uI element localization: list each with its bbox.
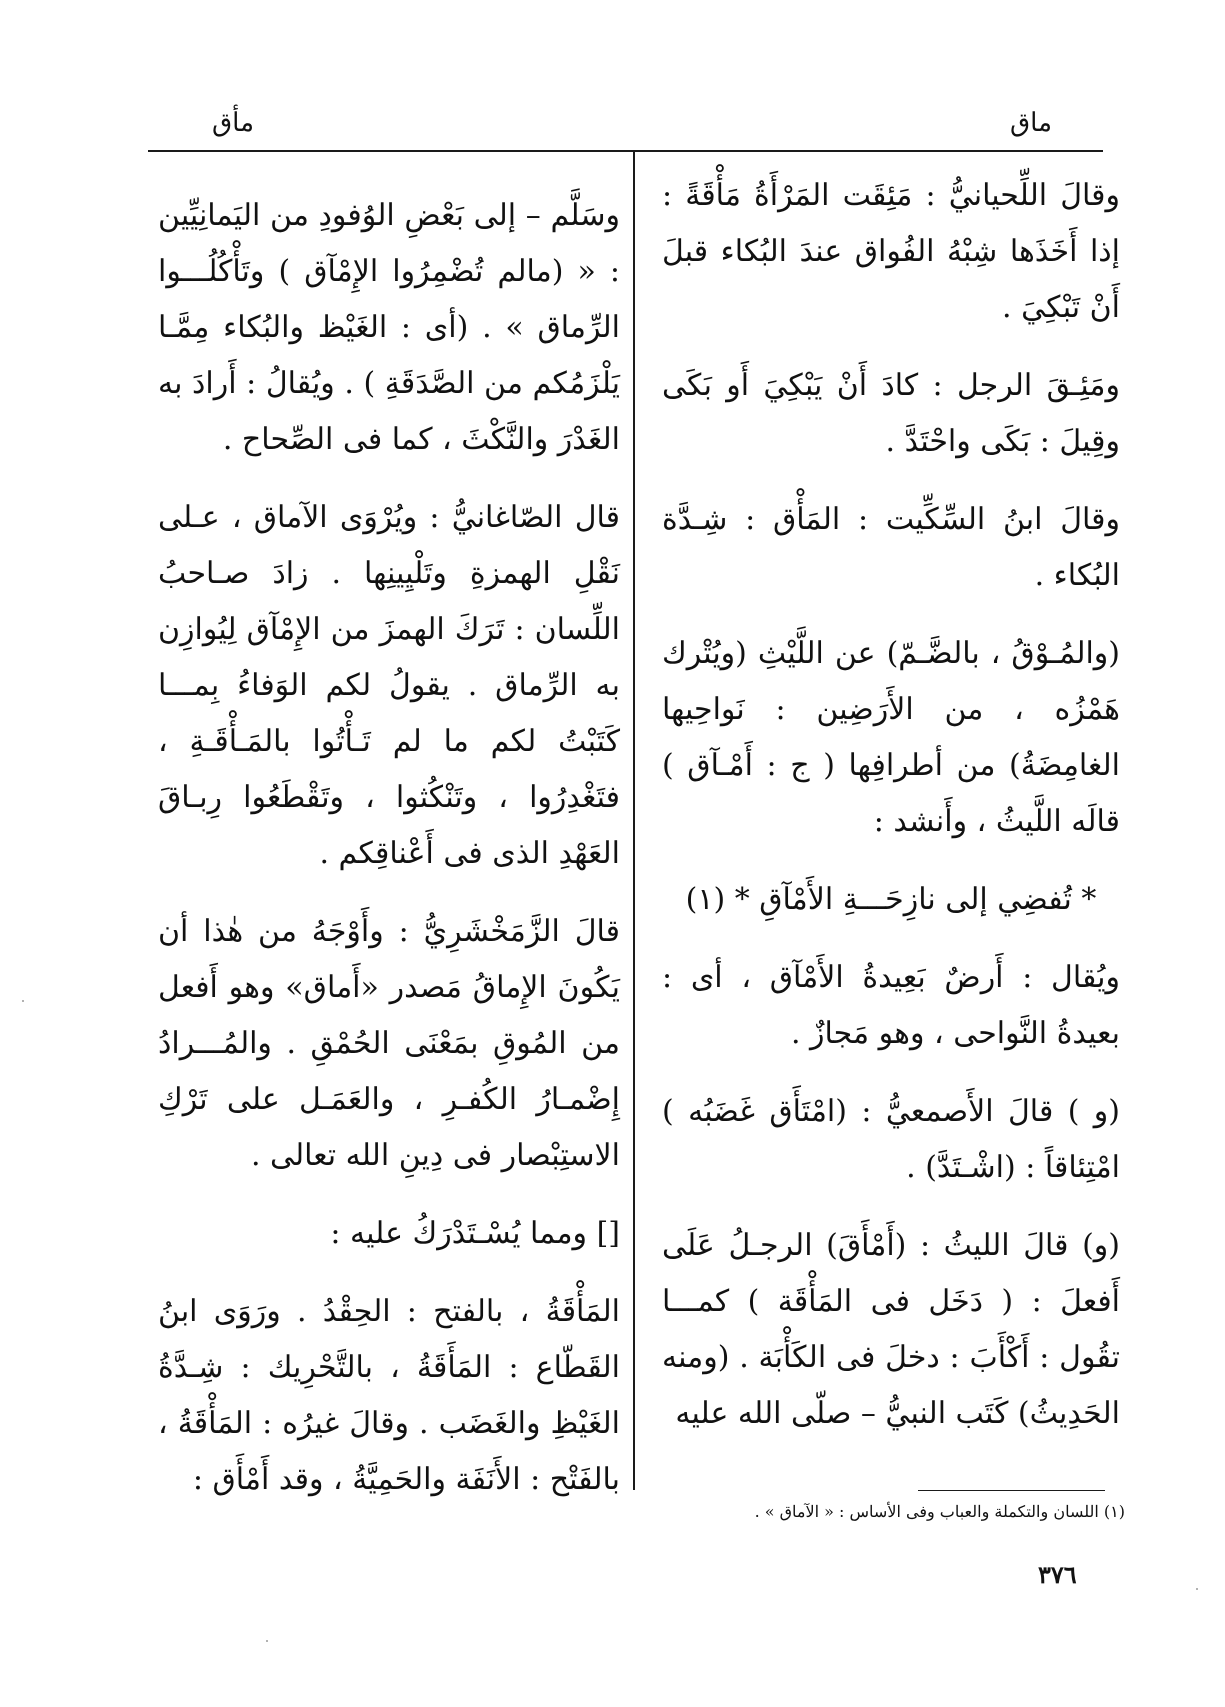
entry-paragraph: (و) قالَ الليثُ : (أَمْأَقَ) الرجـلُ عَلَى أَفعلَ : ( دَخَل فى المَأْقَة ) كمـــا تقُول : أَكْأَبَ : دخلَ فى الكَأْبَة . (ومنه الحَدِيثُ) كَتَب النبيُّ – صلّى الله عليه	[662, 1228, 1120, 1431]
scan-speck	[22, 1000, 24, 1002]
entry-paragraph: وقالَ اللِّحيانيُّ : مَئِقَت المَرْأَةُ مَأْقَةً : إذا أَخَذَها شِبْهُ الفُواق عندَ البُكاء قبلَ أَنْ تَبْكِيَ .	[662, 178, 1120, 325]
running-head-right: ماق	[1010, 108, 1053, 138]
entry-paragraph: قال الصّاغانيُّ : ويُرْوَى الآماق ، عـلى نَقْلِ الهمزةِ وتَلْيِينِها . زادَ صـاحبُ اللِّسان : تَرَكَ الهمزَ من الإِمْآق لِيُوازِن به الرِّماق . يقولُ لكم الوَفاءُ بِمـــا كَتَبْتُ لكم ما لم تَـأْتُوا بالمَـأْقَـةِ ، فتَغْدِرُوا ، وتَنْكُثوا ، وتَقْطَعُوا رِبـاقَ العَهْدِ الذى فى أَعْناقِكم .	[158, 500, 620, 871]
entry-paragraph: ويُقال : أَرضٌ بَعِيدةُ الأَمْآق ، أى : بعيدةُ النَّواحى ، وهو مَجازٌ .	[662, 960, 1120, 1051]
footnote-rule	[918, 1490, 1105, 1491]
header-rule	[148, 150, 1103, 152]
entry-paragraph: وسَلَّم – إلى بَعْضِ الوُفودِ من اليَمانِيِّين : « (مالم تُضْمِرُوا الإِمْآق ) وتَأْكُلُـــوا الرِّماق » . (أى : الغَيْظ والبُكاء مِمَّـا يَلْزَمُكم من الصَّدَقَةِ ) . ويُقالُ : أَرادَ به الغَدْرَ والنَّكْثَ ، كما فى الصِّحاح .	[158, 198, 620, 457]
entry-paragraph: ومَئِـقَ الرجل : كادَ أَنْ يَبْكِيَ أَو بَكَى وقِيلَ : بَكَى واحْتَدَّ .	[662, 368, 1120, 459]
running-head-left: مأق	[212, 108, 255, 138]
left-column	[158, 188, 620, 1530]
page-number: ٣٧٦	[1038, 1560, 1077, 1589]
verse-line: * تُفضِي إلى نازِحَـــةِ الأَمْآقِ * (١)	[685, 882, 1097, 917]
entry-paragraph: (والمُـوْقُ ، بالضَّـمّ) عن اللَّيْثِ (ويُتْرك هَمْزُه ، من الأَرَضِين : نَواحِيها الغامِضَةُ) من أطرافِها ( ج : أَمْـآق ) قالَه اللَّيثُ ، وأَنشد :	[662, 636, 1120, 839]
scan-speck	[266, 1640, 268, 1642]
entry-paragraph: قالَ الزَّمَخْشَرِيُّ : وأَوْجَهُ من هٰذا أن يَكُونَ الإِماقُ مَصدر «أَماق» وهو أَفعل من المُوقِ بمَعْنَى الحُمْقِ . والمُـــرادُ إِضْمـارُ الكُفـرِ ، والعَمَـل على تَرْكِ الاستِبْصار فى دِينِ الله تعالى .	[158, 914, 620, 1173]
column-divider	[633, 152, 635, 1490]
entry-paragraph: وقالَ ابنُ السِّكِّيت : المَأْق : شِـدَّة البُكاء .	[662, 502, 1120, 593]
supplement-heading: [] ومما يُسْـتَدْرَكُ عليه :	[330, 1216, 620, 1251]
entry-paragraph: (و ) قالَ الأَصمعيُّ : (امْتَأَق غَضَبُه ) امْتِئاقاً : (اشْـتَدَّ) .	[662, 1094, 1120, 1185]
right-column	[662, 168, 1120, 1464]
footnote: (١) اللسان والتكملة والعباب وفى الأساس : « الآماق » .	[754, 1502, 1125, 1521]
entry-paragraph: المَأْقَةُ ، بالفتح : الحِقْدُ . ورَوَى ابنُ القَطّاع : المَأَقَةُ ، بالتَّحْرِيك : شِـدَّةُ الغَيْظِ والغَضَب . وقالَ غيرُه : المَأْقَةُ ، بالفَتْح : الأَنَفَة والحَمِيَّةُ ، وقد أَمْأَق :	[158, 1294, 620, 1497]
scan-speck	[1196, 1588, 1198, 1590]
